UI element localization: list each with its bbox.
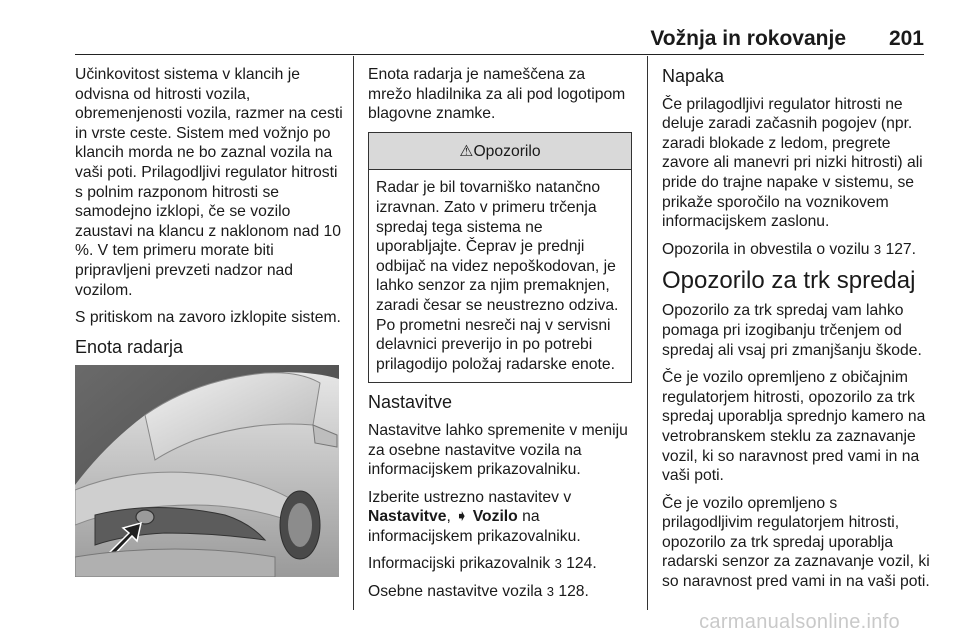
reference-text: Osebne nastavitve vozila: [368, 583, 543, 601]
menu-path-settings: Nastavitve: [368, 508, 447, 526]
paragraph: [368, 488, 632, 547]
reference-text: Informacijski prikazovalnik: [368, 555, 551, 573]
section-heading: Enota radarja: [75, 336, 184, 357]
page-reference-icon: 3: [554, 556, 562, 572]
warning-title: Opozorilo: [473, 142, 541, 160]
paragraph: Učinkovitost sistema v klancih je odvisna od hitrosti vozila, obremenjenosti vozila, razmer na cesti in vrste ceste. Sistem med vožnjo po klancih morda ne bo zaznal vozila na vaši poti. Prilagodljivi regulator hitrosti s polnim razponom hitrosti se samodejno izklopi, če se vozilo zaustavi na klancu z naklonom nad 10 %. V tem primeru morate biti pripravljeni prevzeti nadzor nad vozilom.: [75, 66, 343, 299]
paragraph: Če je vozilo opremljeno z običajnim regulatorjem hitrosti, opozorilo za trk spredaj uporablja sprednjo kamero na vetrobranskem steklu za zaznavanje vozil, ki so naravnost pred vami in na vaši poti.: [662, 369, 926, 485]
column-divider: [647, 56, 648, 610]
column-2: [368, 65, 632, 610]
running-header-title: Vožnja in rokovanje: [650, 27, 846, 50]
front-bumper: [75, 549, 275, 577]
section-heading: Napaka: [662, 66, 725, 86]
paragraph: Če prilagodljivi regulator hitrosti ne deluje zaradi začasnih pogojev (npr. zaradi blokade z ledom, pregrete zavore ali manevri pri nizki hitrosti) ali pride do trajne napake v sistemu, se prikaže sporočilo na voznikovem informacijskem zaslonu.: [662, 95, 923, 231]
cross-reference: Opozorila in obvestila o vozilu 3 127.: [662, 240, 917, 258]
watermark: carmanualsonline.info: [699, 611, 900, 633]
reference-page: 128: [558, 583, 585, 601]
paragraph: Če je vozilo opremljeno s prilagodljivim regulatorjem hitrosti, opozorilo za trk spredaj uporablja radarski senzor za zaznavanje vozil, ki so naravnost pred vami in na vaši poti.: [662, 494, 930, 591]
paragraph: Opozorilo za trk spredaj vam lahko pomaga pri izogibanju trčenjem od spredaj ali vsaj pri zmanjšanju škode.: [662, 302, 922, 359]
paragraph: Nastavitve lahko spremenite v meniju za osebne nastavitve vozila na informacijskem prikazovalniku.: [368, 421, 628, 479]
cross-reference: Osebne nastavitve vozila 3 128.: [368, 583, 589, 601]
cross-reference: Informacijski prikazovalnik 3 124.: [368, 555, 597, 573]
text-run: ,: [446, 508, 456, 526]
page-reference-icon: 3: [873, 241, 882, 257]
brand-logo-radar-location: [136, 510, 154, 524]
menu-path-vehicle: Vozilo: [472, 508, 518, 526]
warning-header: [369, 133, 631, 171]
menu-arrow-icon: ➧: [455, 508, 469, 526]
paragraph: S pritiskom na zavoro izklopite sistem.: [75, 309, 341, 327]
wheel-rim: [288, 503, 312, 547]
column-3: [662, 65, 930, 600]
text-run: na informacijskem prikazovalniku.: [368, 508, 581, 545]
paragraph: Enota radarja je nameščena za mrežo hladilnika za ali pod logotipom blagovne znamke.: [368, 66, 626, 123]
text-run: Izberite ustrezno nastavitev v: [368, 488, 572, 506]
section-title: Opozorilo za trk spredaj: [662, 267, 916, 295]
reference-text: Opozorila in obvestila o vozilu: [662, 240, 870, 258]
column-1: [75, 65, 345, 577]
radar-unit-car-illustration: [75, 365, 339, 577]
warning-box: [368, 132, 632, 384]
section-heading: Nastavitve: [368, 392, 453, 413]
warning-triangle-icon: ⚠: [459, 142, 474, 160]
page-reference-icon: 3: [546, 584, 554, 600]
warning-text: Radar je bil tovarniško natančno izravnan. Zato v primeru trčenja spredaj tega sistema ne uporabljajte. Čeprav je prednji odbijač na videz nepoškodovan, je lahko senzor za njim premaknjen, zaradi česar se neustrezno odziva. Po prometni nesreči naj v servisni delavnici preverijo in po potrebi prilagodijo položaj radarske enote.: [376, 179, 619, 373]
header-rule: [75, 54, 924, 55]
column-divider: [353, 56, 354, 610]
reference-page: 124: [566, 555, 593, 573]
reference-page: 127: [885, 240, 912, 258]
page-number: 201: [888, 27, 924, 50]
